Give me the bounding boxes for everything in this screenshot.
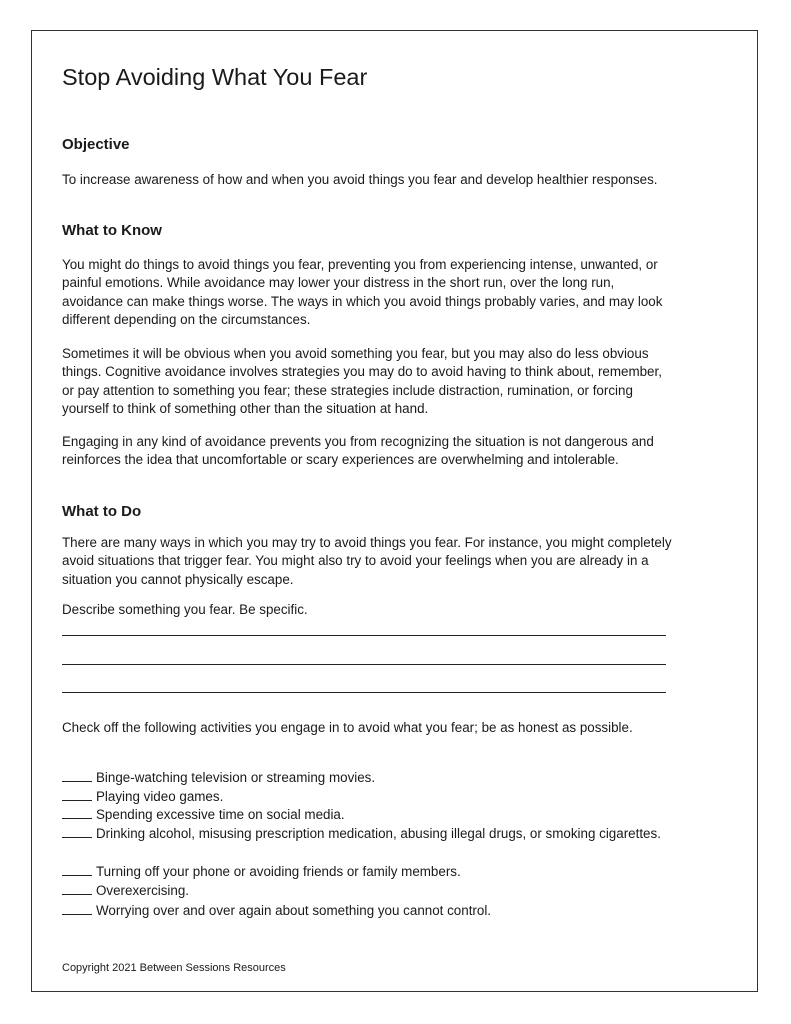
what-to-know-paragraph-1: You might do things to avoid things you fear, preventing you from experiencing intense, unwanted, or painful emotions. While avoidance may lower your distress in the short run, over the long run, avoidance can make things worse. The ways in which you avoid things probably varies, and may look different depending on the circumstances. <box>62 257 663 327</box>
checklist-item-label: Turning off your phone or avoiding friends or family members. <box>96 864 461 879</box>
checklist-item-label: Worrying over and over again about something you cannot control. <box>96 903 492 918</box>
checkbox-blank[interactable] <box>62 781 92 782</box>
checkbox-blank[interactable] <box>62 800 92 801</box>
what-to-do-heading: What to Do <box>62 503 142 520</box>
checklist-item-label: Spending excessive time on social media. <box>96 807 345 822</box>
checkbox-blank[interactable] <box>62 894 92 895</box>
checklist-item[interactable] <box>62 825 672 843</box>
checklist-item[interactable] <box>62 788 672 806</box>
checklist-item[interactable] <box>62 882 672 900</box>
checklist-item[interactable] <box>62 769 672 787</box>
checkbox-blank[interactable] <box>62 875 92 876</box>
what-to-know-paragraph-3: Engaging in any kind of avoidance prevents you from recognizing the situation is not dangerous and reinforces the idea that uncomfortable or scary experiences are overwhelming and intolerable. <box>62 434 654 468</box>
answer-line-1[interactable] <box>62 635 666 636</box>
objective-text: To increase awareness of how and when you avoid things you fear and develop healthier responses. <box>62 172 658 187</box>
objective-heading: Objective <box>62 136 130 153</box>
checklist-item-label: Binge-watching television or streaming movies. <box>96 770 376 785</box>
checkbox-blank[interactable] <box>62 914 92 915</box>
checklist-item-label: Overexercising. <box>96 883 190 898</box>
what-to-know-paragraph-2: Sometimes it will be obvious when you avoid something you fear, but you may also do less obvious things. Cognitive avoidance involves strategies you may do to avoid having to think about, remember, or pay attention to something you fear; these strategies include distraction, rumination, or forcing yourself to think of something other than the situation at hand. <box>62 346 662 416</box>
checklist-intro: Check off the following activities you engage in to avoid what you fear; be as honest as possible. <box>62 720 633 735</box>
page-title: Stop Avoiding What You Fear <box>62 64 368 90</box>
checklist-item[interactable] <box>62 806 672 824</box>
checkbox-blank[interactable] <box>62 837 92 838</box>
checkbox-blank[interactable] <box>62 818 92 819</box>
checklist-item-label: Drinking alcohol, misusing prescription medication, abusing illegal drugs, or smoking cigarettes. <box>96 826 661 841</box>
checklist-item[interactable] <box>62 863 672 881</box>
answer-line-2[interactable] <box>62 664 666 665</box>
checklist-item[interactable] <box>62 902 672 920</box>
answer-line-3[interactable] <box>62 692 666 693</box>
checklist-item-label: Playing video games. <box>96 789 224 804</box>
what-to-do-paragraph: There are many ways in which you may try to avoid things you fear. For instance, you might completely avoid situations that trigger fear. You might also try to avoid your feelings when you are already in a situation you cannot physically escape. <box>62 535 672 587</box>
what-to-know-heading: What to Know <box>62 222 162 239</box>
describe-fear-prompt: Describe something you fear. Be specific. <box>62 602 308 617</box>
copyright-footer: Copyright 2021 Between Sessions Resources <box>62 962 286 974</box>
